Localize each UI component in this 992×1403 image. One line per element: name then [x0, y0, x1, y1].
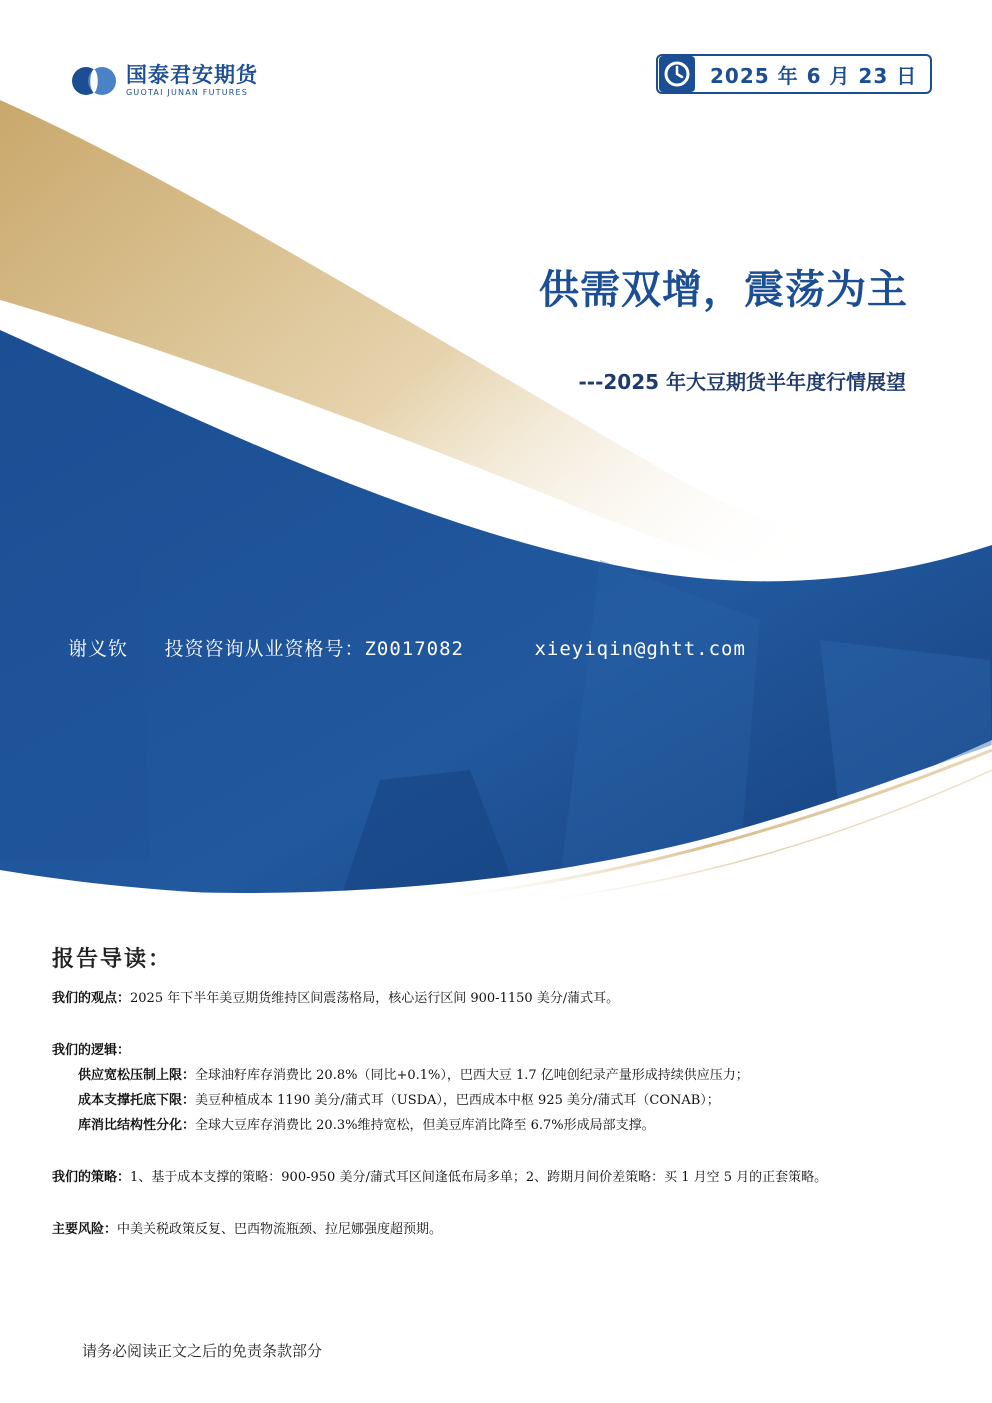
report-subtitle: ---2025 年大豆期货半年度行情展望 [578, 370, 906, 394]
author-line [68, 634, 770, 661]
logic-label: 我们的逻辑： [52, 1043, 131, 1058]
clock-icon [658, 56, 696, 92]
logic-item-text: 全球大豆库存消费比 20.3%维持宽松，但美豆库消比降至 6.7%形成局部支撑。 [195, 1118, 655, 1133]
logic-item-label: 成本支撑托底下限： [78, 1093, 196, 1108]
author-qualification: 投资咨询从业资格号：Z0017082 [164, 638, 464, 660]
brand-logo [70, 64, 258, 98]
risk-paragraph [52, 1217, 952, 1242]
logic-item-label: 供应宽松压制上限： [78, 1068, 196, 1083]
author-name: 谢义钦 [68, 638, 129, 660]
view-text: 2025 年下半年美豆期货维持区间震荡格局，核心运行区间 900-1150 美分/蒲式耳。 [130, 991, 620, 1006]
disclaimer-note: 请务必阅读正文之后的免责条款部分 [82, 1342, 323, 1360]
logic-item-label: 库消比结构性分化： [78, 1118, 196, 1133]
strategy-paragraph [52, 1165, 952, 1190]
report-date-box [656, 54, 932, 94]
report-summary [52, 986, 952, 1242]
brand-name-en: GUOTAI JUNAN FUTURES [126, 88, 249, 97]
risk-label: 主要风险： [52, 1222, 118, 1237]
logic-item-text: 全球油籽库存消费比 20.8%（同比+0.1%），巴西大豆 1.7 亿吨创纪录产量形成持续供应压力； [195, 1068, 749, 1083]
strategy-label: 我们的策略： [52, 1170, 131, 1185]
risk-text: 中美关税政策反复、巴西物流瓶颈、拉尼娜强度超预期。 [117, 1222, 443, 1237]
logic-item [52, 1113, 952, 1138]
brand-name-cn: 国泰君安期货 [126, 63, 258, 87]
view-paragraph [52, 986, 952, 1011]
strategy-text: 1、基于成本支撑的策略：900-950 美分/蒲式耳区间逢低布局多单；2、跨期月间价差策略：买 1 月空 5 月的正套策略。 [130, 1170, 828, 1185]
logic-label-paragraph [52, 1038, 952, 1063]
logic-item [52, 1063, 952, 1088]
view-label: 我们的观点： [52, 991, 131, 1006]
report-title: 供需双增，震荡为主 [539, 267, 908, 313]
brand-logo-icon [70, 65, 118, 97]
author-email[interactable]: xieyiqin@ghtt.com [534, 638, 746, 660]
report-date: 2025 年 6 月 23 日 [710, 63, 918, 88]
logic-item [52, 1088, 952, 1113]
section-heading: 报告导读： [52, 946, 173, 972]
logic-item-text: 美豆种植成本 1190 美分/蒲式耳（USDA），巴西成本中枢 925 美分/蒲式耳（CONAB）； [195, 1093, 720, 1108]
